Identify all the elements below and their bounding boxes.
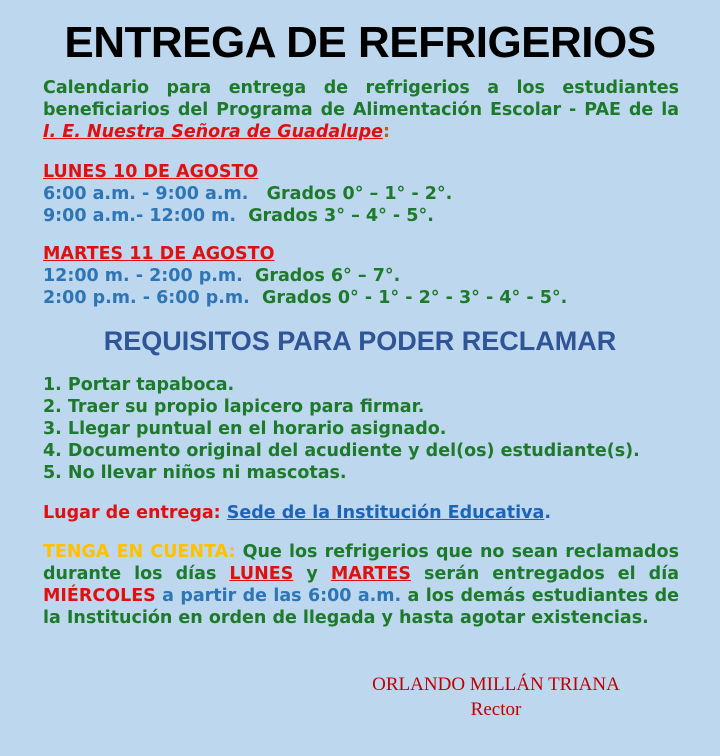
note-text: a los demás estudiantes de la Institución en orden de llegada y hasta agotar existencias.: [43, 586, 680, 628]
slot-time: 2:00 p.m. - 6:00 p.m.: [43, 288, 250, 308]
schedule-day: LUNES 10 DE AGOSTO: [43, 162, 259, 182]
signature-role: Rector: [470, 699, 522, 720]
schedule-monday: [43, 161, 693, 227]
list-item: 2. Traer su propio lapicero para firmar.: [43, 397, 425, 417]
slot-time: 9:00 a.m.- 12:00 m.: [43, 206, 236, 226]
schedule-tuesday: [43, 243, 693, 309]
note-text: Que los refrigerios que no sean reclamados durante los días: [43, 542, 679, 584]
schedule-slot: [43, 287, 693, 309]
delivery-place: [43, 502, 551, 524]
place-end: .: [544, 503, 552, 523]
slot-time: 6:00 a.m. - 9:00 a.m.: [43, 184, 249, 204]
note-monday: LUNES: [229, 564, 294, 584]
schedule-slot: [43, 265, 693, 287]
slot-grades: Grados 0° - 1° - 2° - 3° - 4° - 5°.: [262, 288, 568, 308]
slot-grades: Grados 6° – 7°.: [255, 266, 401, 286]
note-time: a partir de las 6:00 a.m.: [155, 586, 402, 606]
slot-grades: Grados 0° – 1° - 2°.: [266, 184, 453, 204]
list-item: 3. Llegar puntual en el horario asignado.: [43, 419, 447, 439]
schedule-slot: [43, 205, 693, 227]
note-warning: TENGA EN CUENTA:: [43, 542, 236, 562]
list-item: 5. No llevar niños ni mascotas.: [43, 463, 347, 483]
page-title: ENTREGA DE REFRIGERIOS: [64, 18, 656, 67]
requirements-title: REQUISITOS PARA PODER RECLAMAR: [103, 326, 617, 356]
note-tuesday: MARTES: [330, 564, 411, 584]
place-label: Lugar de entrega:: [43, 503, 221, 523]
intro-colon: :: [383, 122, 391, 142]
schedule-slot: [43, 183, 693, 205]
signature-name: ORLANDO MILLÁN TRIANA: [372, 674, 620, 695]
slot-grades: Grados 3° – 4° - 5°.: [248, 206, 434, 226]
note-paragraph: [43, 541, 679, 629]
note-wednesday: MIÉRCOLES: [43, 586, 156, 606]
list-item: 1. Portar tapaboca.: [43, 375, 235, 395]
intro-text: Calendario para entrega de refrigerios a los estudiantes beneficiarios del Programa de Alimentación Escolar - PAE de la: [43, 78, 679, 120]
note-text: serán entregados el día: [411, 564, 680, 584]
place-value: Sede de la Institución Educativa: [226, 503, 545, 523]
slot-time: 12:00 m. - 2:00 p.m.: [43, 266, 243, 286]
intro-paragraph: [43, 77, 679, 143]
school-name: I. E. Nuestra Señora de Guadalupe: [43, 122, 384, 142]
schedule-day: MARTES 11 DE AGOSTO: [43, 244, 275, 264]
list-item: 4. Documento original del acudiente y del(os) estudiante(s).: [43, 441, 640, 461]
requirements-list: [43, 374, 640, 484]
note-and: y: [293, 564, 331, 584]
